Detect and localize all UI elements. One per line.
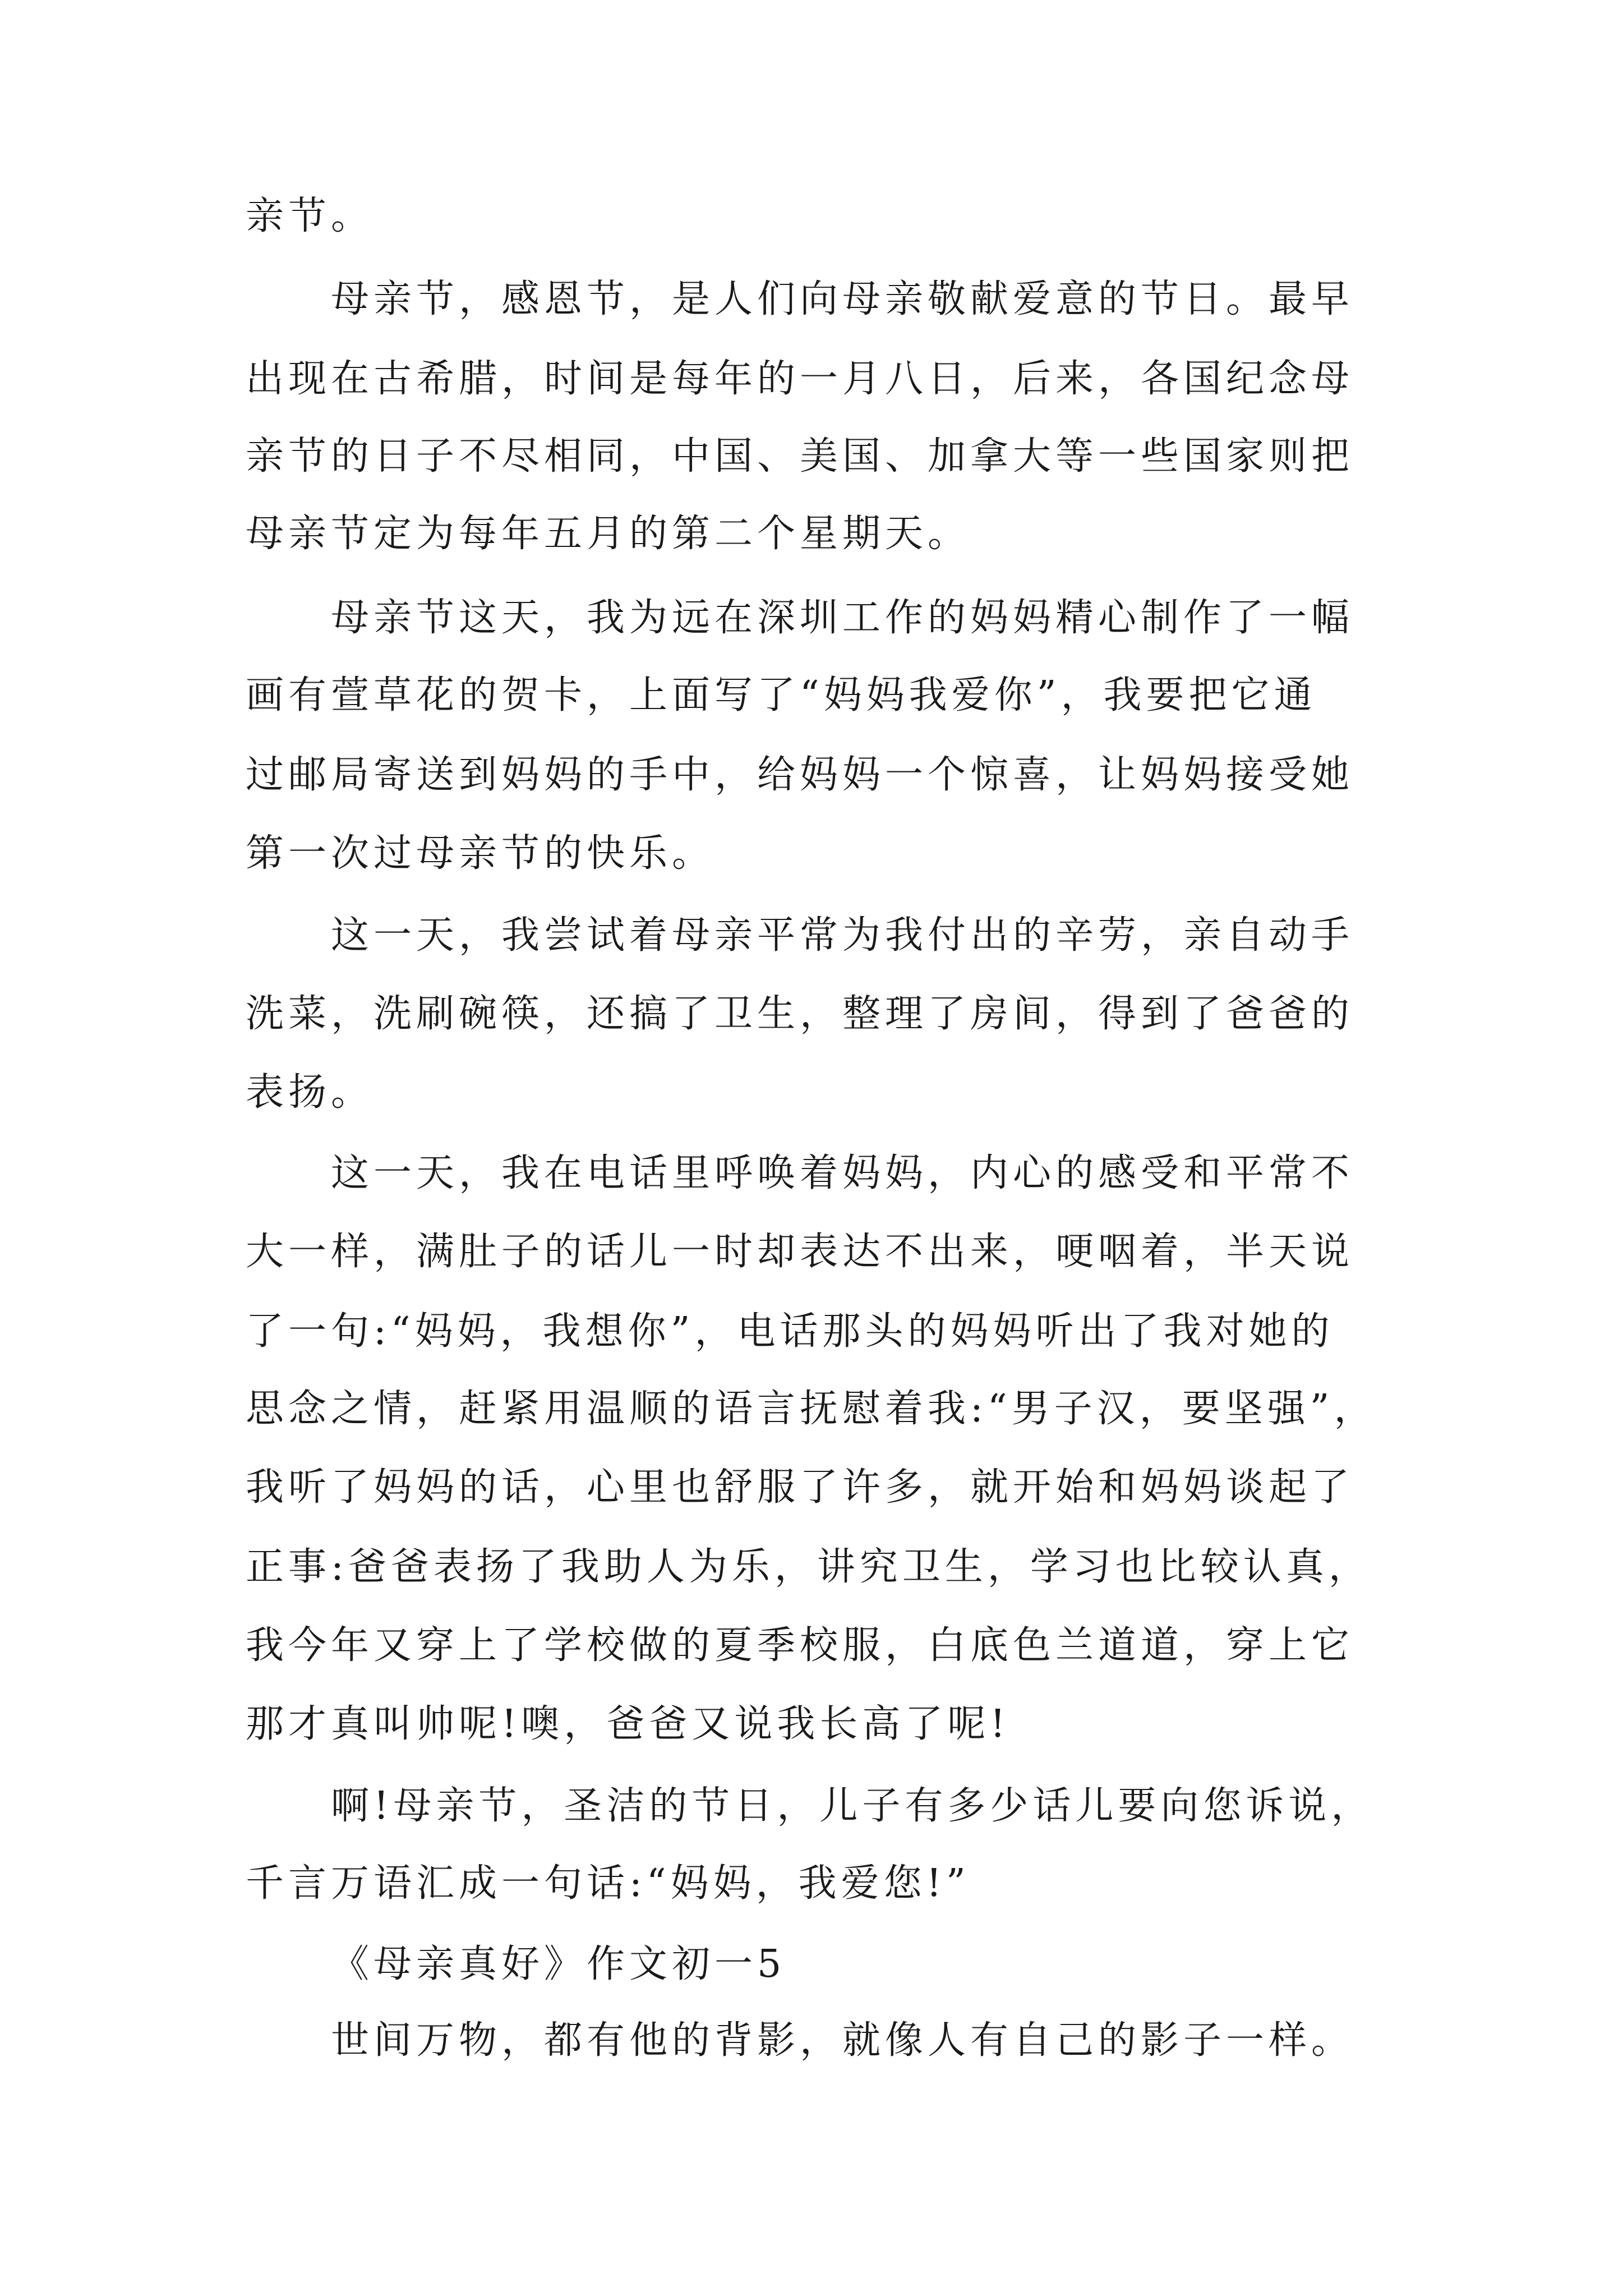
text-line-2: 母亲节，感恩节，是人们向母亲敬献爱意的节日。最早 <box>331 277 1354 321</box>
text-line-16: 思念之情，赶紧用温顺的语言抚慰着我:“男子汉，要坚强”， <box>246 1387 1377 1431</box>
text-line-5: 母亲节定为每年五月的第二个星期天。 <box>246 512 971 556</box>
text-line-4: 亲节的日子不尽相同，中国、美国、加拿大等一些国家则把 <box>246 434 1354 478</box>
text-line-12: 表扬。 <box>246 1070 374 1115</box>
text-line-10: 这一天，我尝试着母亲平常为我付出的辛劳，亲自动手 <box>331 913 1354 958</box>
text-line-15: 了一句:“妈妈，我想你”，电话那头的妈妈听出了我对她的 <box>246 1309 1334 1354</box>
text-line-20: 那才真叫帅呢!噢，爸爸又说我长高了呢! <box>246 1702 1010 1746</box>
text-line-11: 洗菜，洗刷碗筷，还搞了卫生，整理了房间，得到了爸爸的 <box>246 992 1354 1036</box>
text-line-1: 亲节。 <box>246 194 374 238</box>
text-line-14: 大一样，满肚子的话儿一时却表达不出来，哽咽着，半天说 <box>246 1230 1354 1274</box>
text-line-24: 世间万物，都有他的背影，就像人有自己的影子一样。 <box>331 2018 1354 2063</box>
text-line-18: 正事:爸爸表扬了我助人为乐，讲究卫生，学习也比较认真， <box>246 1545 1371 1589</box>
text-line-7: 画有萱草花的贺卡，上面写了“妈妈我爱你”，我要把它通 <box>246 673 1317 717</box>
text-line-21: 啊!母亲节，圣洁的节日，儿子有多少话儿要向您诉说， <box>331 1784 1374 1828</box>
text-line-9: 第一次过母亲节的快乐。 <box>246 831 715 876</box>
text-line-22: 千言万语汇成一句话:“妈妈，我爱您!” <box>246 1861 970 1906</box>
text-line-19: 我今年又穿上了学校做的夏季校服，白底色兰道道，穿上它 <box>246 1623 1354 1668</box>
text-line-6: 母亲节这天，我为远在深圳工作的妈妈精心制作了一幅 <box>331 596 1354 640</box>
section-heading: 《母亲真好》作文初一5 <box>331 1942 786 1986</box>
text-line-3: 出现在古希腊，时间是每年的一月八日，后来，各国纪念母 <box>246 357 1354 401</box>
text-line-13: 这一天，我在电话里呼唤着妈妈，内心的感受和平常不 <box>331 1151 1354 1195</box>
text-line-17: 我听了妈妈的话，心里也舒服了许多，就开始和妈妈谈起了 <box>246 1465 1354 1510</box>
text-line-8: 过邮局寄送到妈妈的手中，给妈妈一个惊喜，让妈妈接受她 <box>246 753 1354 797</box>
